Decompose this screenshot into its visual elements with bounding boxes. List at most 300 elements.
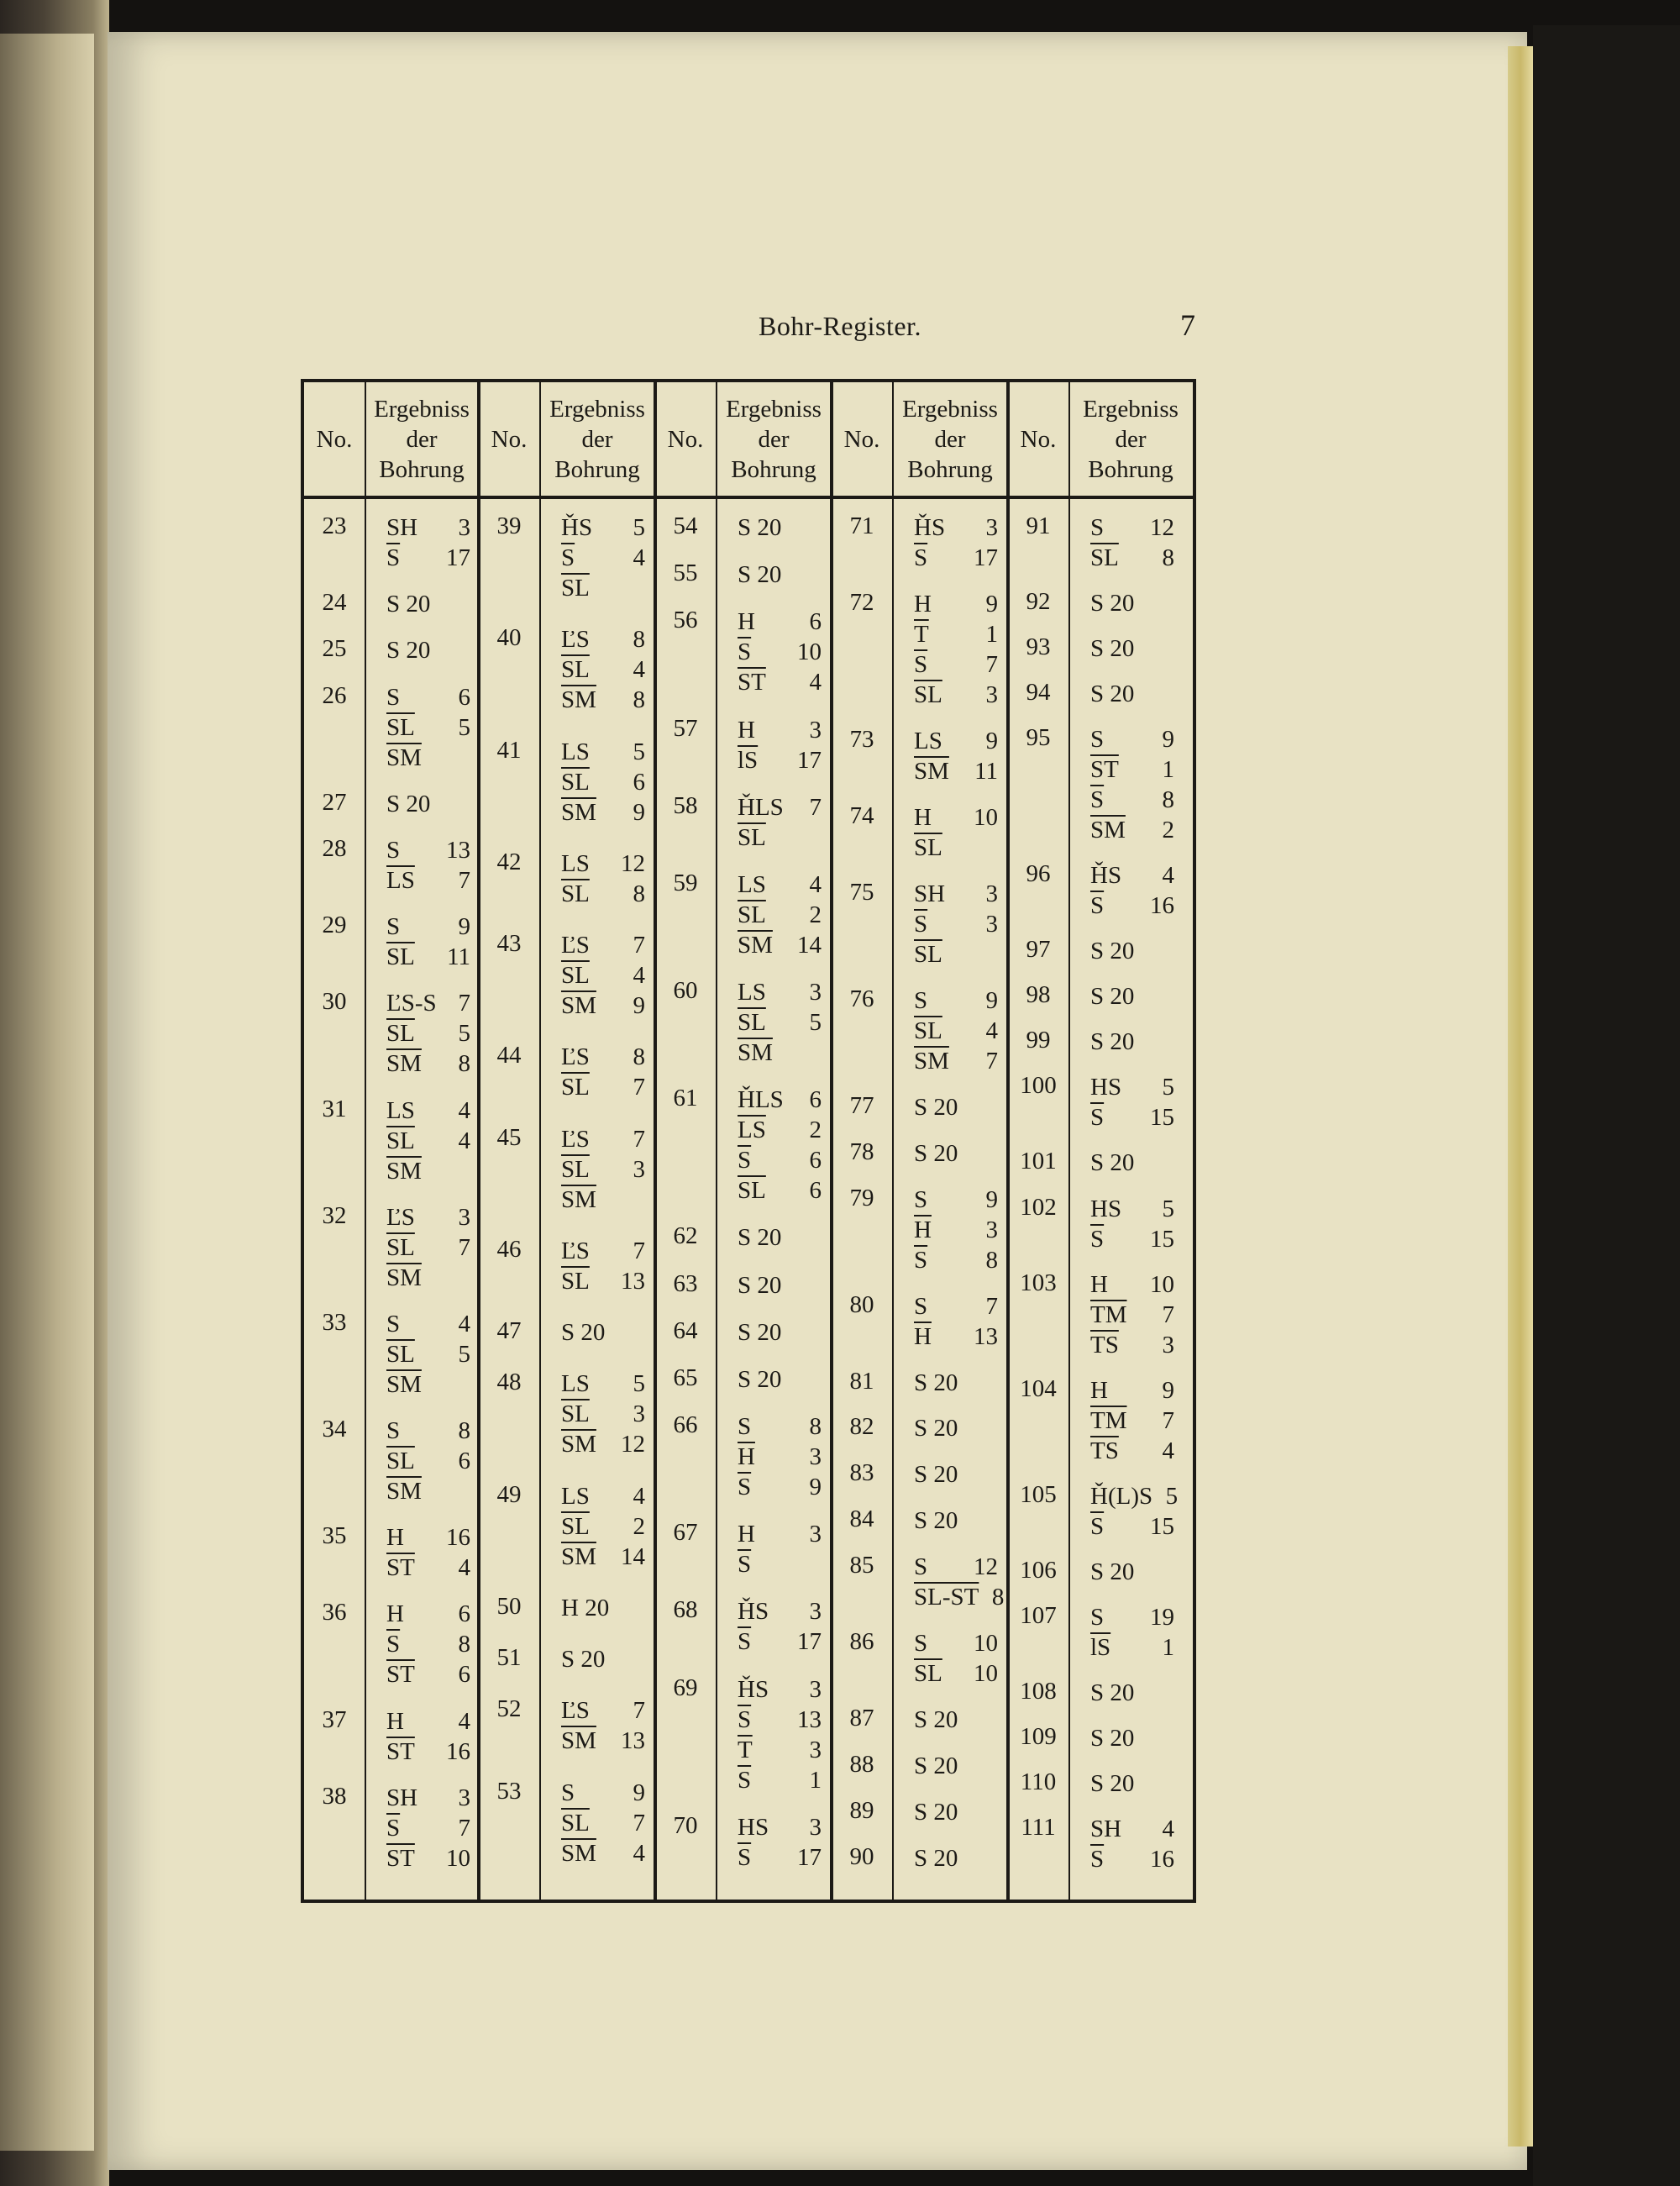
soil-symbol: $\overline{H}$ xyxy=(914,1216,932,1243)
depth-value xyxy=(620,1317,645,1348)
soil-symbol: H xyxy=(1090,1376,1108,1404)
result-line xyxy=(1090,543,1174,573)
entry-result xyxy=(914,1291,998,1352)
soil-symbol: $\overline{SL}$ xyxy=(386,1127,415,1154)
entry-number: 105 xyxy=(1020,1480,1057,1508)
soil-symbol: S xyxy=(738,1413,752,1441)
result-line xyxy=(738,977,822,1007)
soil-symbol: S xyxy=(386,836,401,864)
depth-value: 8 xyxy=(633,686,645,714)
result-line xyxy=(1090,1148,1174,1178)
soil-symbol: $\overline{S}$ xyxy=(1090,1512,1105,1540)
depth-value: 3 xyxy=(985,1216,998,1243)
depth-value xyxy=(445,589,470,619)
header-result-line: Bohrung xyxy=(379,455,465,483)
entry-number: 100 xyxy=(1020,1072,1057,1100)
result-line xyxy=(561,543,645,573)
soil-symbol: ȞS xyxy=(561,514,593,541)
depth-value: 5 xyxy=(1162,1074,1174,1101)
depth-value: 7 xyxy=(985,650,998,678)
soil-symbol: $\overline{SL}$ xyxy=(386,1340,415,1368)
depth-value: 19 xyxy=(1150,1603,1174,1631)
soil-symbol: ĽS xyxy=(561,1125,590,1153)
entry-number: 27 xyxy=(322,788,347,816)
soil-symbol: $\overline{SM}$ xyxy=(561,686,596,714)
soil-symbol: $\overline{SL}$ xyxy=(386,1020,415,1048)
depth-value: 4 xyxy=(633,962,645,990)
entry-result xyxy=(1090,724,1174,845)
result-line xyxy=(561,573,645,603)
soil-symbol: $\overline{S}$ xyxy=(386,544,401,571)
depth-value: 8 xyxy=(458,1050,470,1078)
header-result-line: Bohrung xyxy=(731,455,816,483)
result-line xyxy=(738,715,822,745)
soil-symbol: H xyxy=(386,1707,404,1735)
depth-value: 10 xyxy=(797,638,822,666)
depth-value: 3 xyxy=(809,979,822,1006)
soil-symbol: $\overline{S}$ xyxy=(738,1551,752,1579)
depth-value: 1 xyxy=(985,620,998,648)
depth-value xyxy=(973,1092,998,1122)
soil-symbol: H xyxy=(1090,1270,1108,1298)
entry-number: 24 xyxy=(322,589,347,617)
result-line xyxy=(914,1215,998,1245)
depth-value: 4 xyxy=(458,1310,470,1337)
soil-symbol: $\overline{ST}$ xyxy=(386,1737,415,1765)
depth-value: 1 xyxy=(1162,756,1174,784)
entry-number: 108 xyxy=(1020,1677,1057,1705)
result-line xyxy=(914,543,998,573)
soil-symbol: $\overline{lS}$ xyxy=(738,746,759,774)
entry-result xyxy=(561,1644,645,1674)
depth-value: 9 xyxy=(1162,1376,1174,1404)
result-line xyxy=(386,712,470,743)
entry-number: 69 xyxy=(673,1674,698,1701)
result-line xyxy=(386,1202,470,1232)
result-line xyxy=(386,1018,470,1048)
depth-value: 9 xyxy=(633,992,645,1020)
entry-result xyxy=(914,802,998,863)
header-result-line: Ergebniss xyxy=(374,395,470,423)
soil-symbol: $\overline{SL}$ xyxy=(561,1400,590,1428)
depth-value xyxy=(445,789,470,819)
soil-symbol: LS xyxy=(561,1482,590,1510)
soil-symbol: $\overline{SL}$ xyxy=(914,680,942,708)
depth-value: 4 xyxy=(1162,862,1174,890)
entry-number: 62 xyxy=(673,1222,698,1250)
result-line xyxy=(914,1797,998,1827)
depth-value: 4 xyxy=(633,1839,645,1867)
header-result-line: Bohrung xyxy=(554,455,640,483)
depth-value: 7 xyxy=(458,866,470,894)
soil-symbol: ȞS xyxy=(738,1675,769,1703)
soil-symbol: $\overline{SL}$ xyxy=(914,1660,942,1688)
entry-number: 86 xyxy=(849,1628,874,1656)
result-line xyxy=(386,543,470,573)
book-cover-right xyxy=(1533,25,1680,2186)
depth-value xyxy=(796,822,822,853)
result-line xyxy=(386,912,470,942)
entry-result xyxy=(561,1124,645,1215)
result-line xyxy=(561,654,645,685)
entry-number: 92 xyxy=(1026,588,1051,616)
result-line xyxy=(1090,1844,1174,1874)
soil-symbol: S 20 xyxy=(386,591,431,618)
soil-symbol: S 20 xyxy=(1090,1558,1135,1585)
result-line xyxy=(738,870,822,900)
header-no: No. xyxy=(1020,425,1057,453)
result-line xyxy=(386,743,470,773)
entry-number: 55 xyxy=(673,560,698,587)
depth-value: 12 xyxy=(1150,514,1174,541)
soil-symbol: S 20 xyxy=(914,1752,958,1780)
entry-number: 67 xyxy=(673,1519,698,1547)
depth-value: 10 xyxy=(974,803,998,831)
entry-result xyxy=(914,1843,998,1873)
depth-value: 4 xyxy=(458,1554,470,1582)
soil-symbol: SH xyxy=(1090,1815,1122,1842)
result-line xyxy=(1090,860,1174,891)
result-line xyxy=(561,1154,645,1185)
header-result-line: Ergebniss xyxy=(1083,395,1179,423)
column-divider xyxy=(539,382,541,1900)
entry-result xyxy=(1090,936,1174,966)
result-line xyxy=(561,1124,645,1154)
depth-value: 3 xyxy=(809,1521,822,1548)
result-line xyxy=(738,1705,822,1735)
soil-symbol: HS xyxy=(1090,1195,1122,1222)
result-line xyxy=(1090,981,1174,1012)
entry-number: 63 xyxy=(673,1269,698,1297)
result-line xyxy=(561,1726,645,1756)
entry-number: 61 xyxy=(673,1085,698,1112)
depth-value: 4 xyxy=(1162,1437,1174,1464)
header-no: No. xyxy=(667,425,704,453)
depth-value: 7 xyxy=(458,1814,470,1842)
entry-number: 89 xyxy=(849,1797,874,1825)
soil-symbol: $\overline{T}$ xyxy=(914,620,929,648)
result-line xyxy=(1090,1436,1174,1466)
soil-symbol: S 20 xyxy=(1090,1769,1135,1797)
soil-symbol: S 20 xyxy=(1090,1149,1135,1177)
depth-value: 8 xyxy=(1162,786,1174,814)
soil-symbol: $\overline{SL}$ xyxy=(561,656,590,684)
depth-value: 9 xyxy=(985,590,998,617)
soil-symbol: ĽS xyxy=(561,1237,590,1264)
soil-symbol: S 20 xyxy=(914,1369,958,1396)
soil-symbol: $\overline{S}$ xyxy=(738,638,752,666)
entry-number: 79 xyxy=(849,1184,874,1211)
soil-symbol: LS xyxy=(561,738,590,765)
soil-symbol: $\overline{TS}$ xyxy=(1090,1437,1119,1464)
depth-value xyxy=(620,1185,645,1215)
depth-value: 6 xyxy=(809,1177,822,1205)
result-line xyxy=(1090,785,1174,815)
entry-result xyxy=(738,1085,822,1206)
depth-value: 10 xyxy=(974,1630,998,1658)
result-line xyxy=(914,512,998,543)
result-line xyxy=(914,1628,998,1658)
depth-value xyxy=(796,1317,822,1348)
result-line xyxy=(386,512,470,543)
soil-symbol: LS xyxy=(738,979,766,1006)
entry-result xyxy=(738,792,822,853)
entry-result xyxy=(561,737,645,828)
soil-symbol: $\overline{TM}$ xyxy=(1090,1301,1127,1328)
depth-value: 7 xyxy=(633,1697,645,1725)
result-line xyxy=(1090,1102,1174,1132)
soil-symbol: $\overline{SL}$ xyxy=(561,1809,590,1837)
column-divider xyxy=(365,382,366,1900)
entry-result xyxy=(1090,1269,1174,1360)
depth-value: 16 xyxy=(1150,1845,1174,1873)
entry-result xyxy=(1090,1375,1174,1466)
soil-symbol: H xyxy=(738,716,755,744)
soil-symbol: $\overline{SM}$ xyxy=(561,1727,596,1755)
result-line xyxy=(738,1085,822,1115)
depth-value xyxy=(796,1270,822,1301)
soil-symbol: S 20 xyxy=(1090,1679,1135,1706)
soil-symbol: S 20 xyxy=(738,1318,782,1346)
result-line xyxy=(561,1236,645,1266)
depth-value: 6 xyxy=(458,1661,470,1689)
depth-value: 17 xyxy=(797,1628,822,1656)
result-line xyxy=(738,1842,822,1873)
entry-number: 70 xyxy=(673,1811,698,1839)
result-line xyxy=(738,512,822,543)
entry-number: 28 xyxy=(322,834,347,862)
depth-value: 2 xyxy=(809,1117,822,1144)
entry-number: 33 xyxy=(322,1308,347,1336)
entry-result xyxy=(561,1042,645,1102)
table-header-row xyxy=(304,382,1193,499)
result-line xyxy=(738,1735,822,1765)
soil-symbol: $\overline{SL}$ xyxy=(561,1074,590,1101)
result-line xyxy=(1090,891,1174,921)
soil-symbol: $\overline{SM}$ xyxy=(386,1264,422,1291)
result-line xyxy=(386,1309,470,1339)
result-line xyxy=(914,879,998,909)
depth-value: 6 xyxy=(458,683,470,711)
result-line xyxy=(914,1506,998,1536)
entry-result xyxy=(914,1413,998,1443)
soil-symbol: S 20 xyxy=(1090,635,1135,663)
soil-symbol: ĽS xyxy=(561,932,590,959)
entry-result xyxy=(1090,981,1174,1012)
soil-symbol: $\overline{SL}$ xyxy=(561,1512,590,1540)
result-line xyxy=(1090,1224,1174,1254)
depth-value: 3 xyxy=(1162,1331,1174,1358)
soil-symbol: $\overline{SL}$ xyxy=(914,940,942,968)
soil-symbol: H xyxy=(386,1524,404,1552)
result-line xyxy=(914,1658,998,1689)
soil-symbol: $\overline{SL}$ xyxy=(738,901,766,928)
depth-value: 15 xyxy=(1150,1225,1174,1253)
result-line xyxy=(1090,1330,1174,1360)
result-line xyxy=(738,1145,822,1175)
result-line xyxy=(914,833,998,863)
soil-symbol: $\overline{SM}$ xyxy=(738,1039,773,1067)
result-line xyxy=(561,849,645,879)
depth-value: 14 xyxy=(797,931,822,959)
result-line xyxy=(1090,1072,1174,1102)
result-line xyxy=(914,1459,998,1490)
result-line xyxy=(914,1552,1004,1582)
entry-result xyxy=(914,589,998,710)
depth-value: 7 xyxy=(633,1125,645,1153)
result-line xyxy=(738,1549,822,1579)
entry-result xyxy=(1090,1557,1174,1587)
result-line xyxy=(386,1339,470,1369)
result-line xyxy=(386,1553,470,1583)
result-line xyxy=(914,909,998,939)
soil-symbol: S 20 xyxy=(1090,1724,1135,1752)
result-line xyxy=(738,1626,822,1657)
soil-symbol: $\overline{SM}$ xyxy=(561,1431,596,1458)
depth-value: 13 xyxy=(974,1322,998,1350)
entry-result xyxy=(1090,633,1174,664)
entry-result xyxy=(914,1797,998,1827)
entry-number: 104 xyxy=(1020,1374,1057,1402)
entry-number: 109 xyxy=(1020,1722,1057,1750)
soil-symbol: $\overline{SL}$ xyxy=(738,823,766,851)
result-line xyxy=(1090,754,1174,785)
entry-result xyxy=(386,1706,470,1767)
result-line xyxy=(386,865,470,896)
result-line xyxy=(914,1751,998,1781)
soil-symbol: $\overline{S}$ xyxy=(738,1705,752,1733)
depth-value xyxy=(445,743,470,773)
result-line xyxy=(561,930,645,960)
entry-result xyxy=(738,607,822,697)
entry-result xyxy=(386,1096,470,1186)
soil-symbol: $\overline{TM}$ xyxy=(1090,1406,1127,1434)
result-line xyxy=(1090,1768,1174,1799)
entry-number: 102 xyxy=(1020,1193,1057,1221)
entry-result xyxy=(386,1522,470,1583)
soil-symbol: $\overline{SL}$ xyxy=(561,1267,590,1295)
result-line xyxy=(386,1783,470,1813)
entry-number: 53 xyxy=(496,1777,522,1805)
entry-number: 32 xyxy=(322,1201,347,1229)
depth-value: 8 xyxy=(985,1246,998,1274)
depth-value: 3 xyxy=(809,1813,822,1841)
soil-symbol: $\overline{S}$ xyxy=(386,1814,401,1842)
depth-value xyxy=(1149,1027,1174,1057)
entry-result xyxy=(914,879,998,970)
depth-value xyxy=(445,1156,470,1186)
result-line xyxy=(561,1399,645,1429)
result-line xyxy=(561,767,645,797)
depth-value xyxy=(445,635,470,665)
entry-result xyxy=(386,789,470,819)
entry-number: 34 xyxy=(322,1416,347,1443)
entry-result xyxy=(738,715,822,775)
soil-symbol: $\overline{SM}$ xyxy=(561,798,596,826)
depth-value: 4 xyxy=(1162,1815,1174,1842)
entry-result xyxy=(738,1812,822,1873)
entry-result xyxy=(738,1270,822,1301)
result-line xyxy=(914,1843,998,1873)
soil-symbol: $\overline{LS}$ xyxy=(386,866,415,894)
depth-value: 3 xyxy=(985,680,998,708)
entry-number: 91 xyxy=(1026,512,1051,539)
depth-value: 8 xyxy=(991,1584,1005,1611)
entry-number: 31 xyxy=(322,1095,347,1122)
soil-symbol: H xyxy=(386,1600,404,1628)
depth-value: 11 xyxy=(447,943,470,971)
depth-value: 2 xyxy=(809,901,822,928)
header-result xyxy=(892,382,1008,496)
soil-symbol: H xyxy=(914,590,932,617)
soil-symbol: $\overline{S}$ xyxy=(1090,786,1105,814)
entry-number: 39 xyxy=(496,512,522,539)
result-line xyxy=(561,1369,645,1399)
entry-number: 110 xyxy=(1020,1768,1057,1795)
header-result xyxy=(716,382,832,496)
entry-number: 98 xyxy=(1026,981,1051,1009)
depth-value xyxy=(973,833,998,863)
soil-symbol: S xyxy=(1090,514,1105,541)
entry-result xyxy=(561,512,645,603)
depth-value xyxy=(973,1138,998,1169)
depth-value: 3 xyxy=(985,910,998,938)
entry-number: 107 xyxy=(1020,1601,1057,1629)
soil-symbol: $\overline{SL}$ xyxy=(914,1017,942,1044)
soil-symbol: $\overline{SL}$ xyxy=(738,1009,766,1037)
result-line xyxy=(738,1007,822,1038)
result-line xyxy=(738,900,822,930)
depth-value xyxy=(973,1459,998,1490)
result-line xyxy=(561,1185,645,1215)
result-line xyxy=(738,792,822,822)
entry-number: 65 xyxy=(673,1364,698,1391)
depth-value: 17 xyxy=(446,544,470,571)
soil-symbol: S 20 xyxy=(914,1139,958,1167)
entry-number: 106 xyxy=(1020,1556,1057,1584)
soil-symbol: $\overline{SM}$ xyxy=(914,757,949,785)
result-line xyxy=(914,1046,998,1076)
depth-value xyxy=(1149,1678,1174,1708)
result-line xyxy=(561,1317,645,1348)
soil-symbol: S 20 xyxy=(914,1093,958,1121)
depth-value: 6 xyxy=(633,768,645,796)
soil-symbol: S xyxy=(386,913,401,941)
header-result-line: Bohrung xyxy=(1088,455,1173,483)
depth-value: 4 xyxy=(633,1482,645,1510)
soil-symbol: $\overline{S}$ xyxy=(738,1628,752,1656)
result-line xyxy=(561,1838,645,1868)
entry-result xyxy=(561,1481,645,1572)
result-line xyxy=(386,1737,470,1767)
depth-value xyxy=(1149,1557,1174,1587)
result-line xyxy=(1090,1602,1174,1632)
depth-value: 4 xyxy=(633,544,645,571)
result-line xyxy=(914,589,998,619)
result-line xyxy=(738,745,822,775)
depth-value: 4 xyxy=(985,1017,998,1044)
entry-result xyxy=(386,835,470,896)
result-line xyxy=(1090,1027,1174,1057)
depth-value: 1 xyxy=(1162,1633,1174,1661)
result-line xyxy=(561,991,645,1021)
depth-value xyxy=(973,1751,998,1781)
result-line xyxy=(386,1843,470,1873)
entry-number: 71 xyxy=(849,512,874,539)
entry-number: 85 xyxy=(849,1552,874,1579)
soil-symbol: $\overline{ST}$ xyxy=(386,1844,415,1872)
soil-symbol: S 20 xyxy=(914,1845,958,1873)
